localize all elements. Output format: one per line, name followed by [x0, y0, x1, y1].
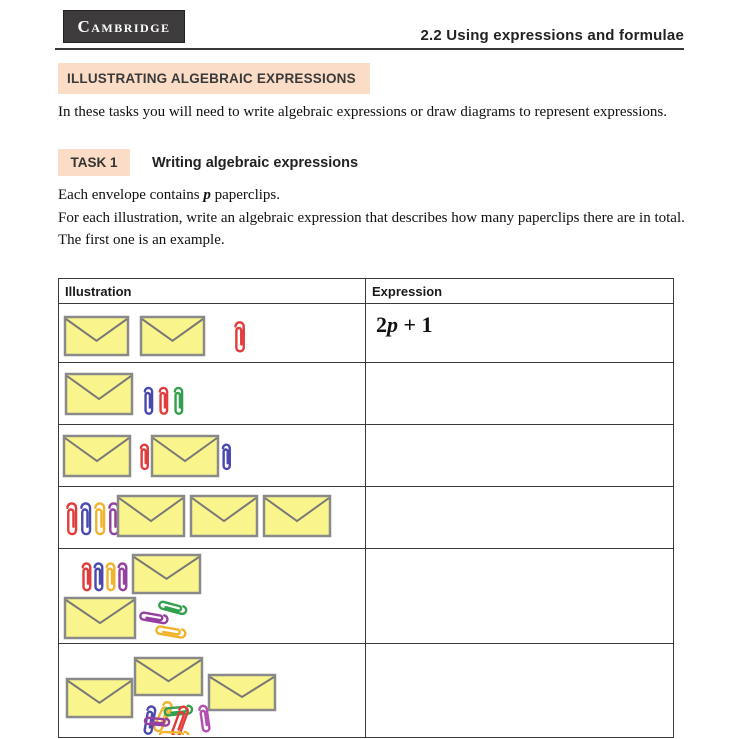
paperclip-icon [160, 388, 167, 414]
paperclip-icon [236, 322, 244, 351]
table-row [59, 644, 674, 738]
task-label-badge: TASK 1 [58, 149, 130, 176]
table-row [59, 425, 674, 487]
expression-cell [366, 644, 674, 738]
envelope [191, 496, 257, 536]
paperclip-icon [140, 611, 168, 623]
paperclip-icon [119, 564, 127, 591]
expression-cell [366, 487, 674, 549]
envelope [64, 436, 130, 476]
illustration-cell [59, 487, 366, 549]
envelope [135, 658, 202, 695]
illustration-cell [59, 644, 366, 738]
column-header-expression: Expression [366, 279, 674, 304]
illustration-cell [59, 304, 366, 363]
section-heading: ILLUSTRATING ALGEBRAIC EXPRESSIONS [58, 63, 370, 94]
table-row [59, 304, 674, 363]
illustration-cell [59, 425, 366, 487]
expression-cell: 2p + 1 [366, 304, 674, 363]
envelope [65, 317, 128, 355]
paperclip-icon [223, 445, 230, 469]
paperclip-icon [107, 564, 115, 591]
illustration-cell [59, 363, 366, 425]
envelope [209, 675, 275, 710]
paperclip-icon [175, 388, 182, 414]
envelope [118, 496, 184, 536]
envelope [152, 436, 218, 476]
instruction-line-3: The first one is an example. [58, 232, 225, 248]
paperclip-icon [95, 564, 103, 591]
instruction-line-1: Each envelope contains p paperclips. [58, 187, 280, 203]
task-instructions [58, 184, 688, 252]
paperclip-icon [81, 503, 90, 534]
expression-cell [366, 549, 674, 644]
expression-cell [366, 425, 674, 487]
task-header [58, 149, 358, 176]
header-divider [55, 48, 684, 50]
paperclip-icon [159, 600, 187, 615]
envelope [141, 317, 204, 355]
table-row [59, 487, 674, 549]
envelope [65, 598, 135, 638]
envelope [67, 679, 132, 717]
cambridge-logo: Cambridge [63, 10, 185, 43]
page-title: 2.2 Using expressions and formulae [420, 27, 684, 44]
illustration-cell [59, 549, 366, 644]
envelope [264, 496, 330, 536]
paperclip-icon [83, 564, 91, 591]
envelope [66, 374, 132, 414]
intro-text: In these tasks you will need to write algebraic expressions or draw diagrams to represent expressions. [58, 104, 667, 120]
table-row [59, 549, 674, 644]
task-table [58, 278, 674, 738]
paperclip-icon [145, 388, 152, 414]
table-row [59, 363, 674, 425]
variable-p: p [203, 187, 211, 203]
variable-p: p [387, 312, 398, 337]
paperclip-icon [156, 625, 186, 638]
column-header-illustration: Illustration [59, 279, 366, 304]
expression-cell [366, 363, 674, 425]
table-header-row [59, 279, 674, 304]
paperclip-icon [141, 445, 148, 469]
task-table-body [59, 304, 674, 738]
task-title: Writing algebraic expressions [152, 154, 359, 171]
paperclip-icon [152, 701, 173, 732]
envelope [133, 555, 200, 593]
paperclip-icon [67, 503, 76, 534]
instruction-line-2: For each illustration, write an algebraic expression that describes how many paperclips there are in total. [58, 209, 685, 226]
paperclip-icon [95, 503, 104, 534]
